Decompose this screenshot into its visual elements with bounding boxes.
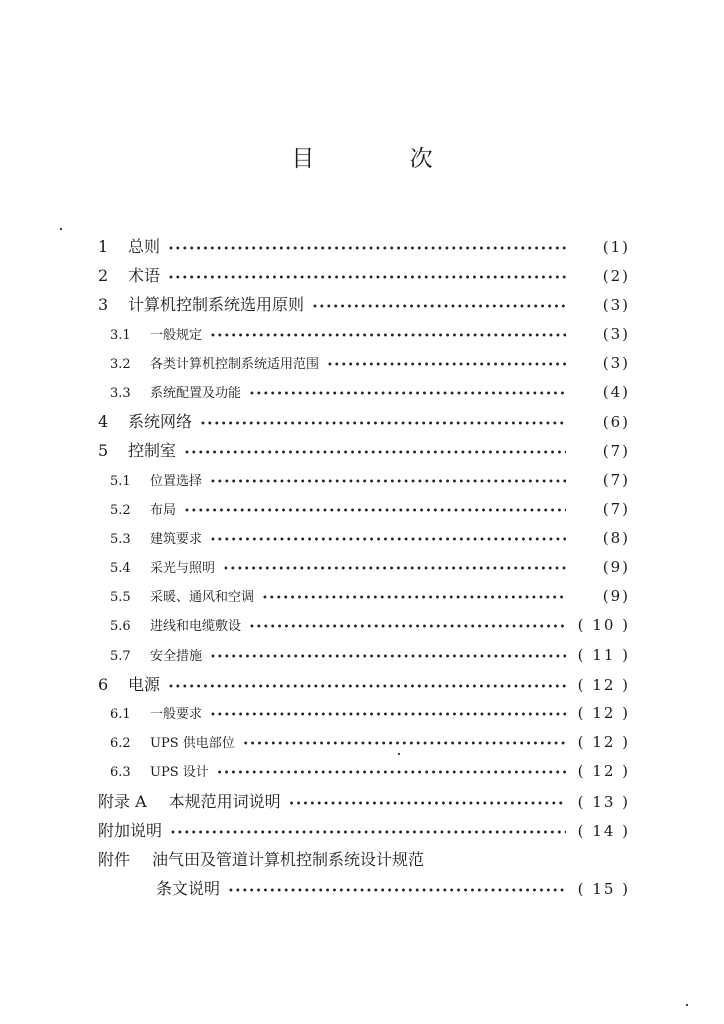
entry-label: 采光与照明 xyxy=(150,561,216,577)
dot-leader xyxy=(168,673,566,702)
entry-page: (2) xyxy=(602,267,630,286)
scan-speck xyxy=(686,1004,688,1006)
dot-leader xyxy=(210,322,566,351)
entry-label: 一般要求 xyxy=(150,707,203,722)
entry-label: 本规范用词说明 xyxy=(168,791,281,811)
toc-entry-5-5[interactable] xyxy=(98,582,630,611)
toc-entry-6-1[interactable] xyxy=(98,699,630,728)
dot-leader xyxy=(210,643,566,672)
entry-number: 4 xyxy=(98,412,109,432)
entry-label: 系统网络 xyxy=(128,412,193,432)
entry-number: 5 xyxy=(98,441,109,461)
entry-page: (8) xyxy=(602,528,630,547)
entry-number: 3.3 xyxy=(110,385,131,401)
entry-label: 条文说明 xyxy=(156,879,221,899)
entry-label: 术语 xyxy=(128,266,161,286)
entry-page: ( 12 ) xyxy=(577,704,630,722)
entry-label: 安全措施 xyxy=(150,648,203,664)
dot-leader xyxy=(228,877,566,906)
toc-entry-5-1[interactable] xyxy=(98,466,630,495)
dot-leader xyxy=(210,701,566,730)
entry-number: 5.6 xyxy=(110,619,131,635)
entry-label: 采暖、通风和空调 xyxy=(150,590,255,606)
toc-entry-appendix-a[interactable] xyxy=(98,787,630,816)
entry-number: 3 xyxy=(98,295,109,315)
dot-leader xyxy=(200,410,566,439)
entry-number: 5.1 xyxy=(110,473,131,489)
entry-label: 布局 xyxy=(150,502,177,518)
entry-label: 系统配置及功能 xyxy=(150,385,242,401)
dot-leader xyxy=(217,759,566,788)
toc-entry-3-1[interactable] xyxy=(98,320,630,349)
toc-entry-4[interactable] xyxy=(98,407,630,436)
toc-entry-additional-notes[interactable] xyxy=(98,816,630,845)
toc-entry-5-2[interactable] xyxy=(98,495,630,524)
toc-entry-6-3[interactable] xyxy=(98,757,630,786)
entry-prefix: 附件 xyxy=(98,849,131,869)
entry-page: (7) xyxy=(602,499,630,518)
page-title: 目 次 xyxy=(291,146,477,172)
toc-entry-2[interactable] xyxy=(98,261,630,290)
entry-number: 6.3 xyxy=(110,765,131,781)
toc-entry-5-7[interactable] xyxy=(98,641,630,670)
entry-page: ( 15 ) xyxy=(577,880,630,899)
entry-number: 3.2 xyxy=(110,356,131,372)
entry-number: 6.2 xyxy=(110,736,131,752)
dot-leader xyxy=(289,790,566,819)
entry-label: 建筑要求 xyxy=(150,531,203,547)
dot-leader xyxy=(327,351,566,380)
entry-page: (6) xyxy=(602,413,630,432)
entry-page: (7) xyxy=(602,470,630,489)
toc-entry-attachment[interactable] xyxy=(98,845,630,874)
dot-leader xyxy=(262,584,566,613)
entry-page: (3) xyxy=(602,353,630,372)
entry-page: ( 13 ) xyxy=(577,792,630,811)
dot-leader xyxy=(223,555,566,584)
dot-leader xyxy=(168,264,566,293)
dot-leader xyxy=(184,439,566,468)
entry-number: 1 xyxy=(98,237,109,256)
toc-entry-attachment-cont[interactable] xyxy=(98,874,630,903)
entry-number: 2 xyxy=(98,266,109,286)
toc-entry-3-3[interactable] xyxy=(98,378,630,407)
entry-label: UPS 供电部位 xyxy=(150,736,235,752)
entry-number: 5.7 xyxy=(110,648,131,664)
toc-entry-6-2[interactable] xyxy=(98,728,630,757)
entry-label: 总则 xyxy=(128,237,161,256)
entry-page: (3) xyxy=(602,296,630,315)
table-of-contents xyxy=(98,232,630,903)
dot-leader xyxy=(249,613,566,642)
toc-entry-3-2[interactable] xyxy=(98,349,630,378)
toc-entry-1[interactable] xyxy=(98,232,630,261)
entry-number: 5.3 xyxy=(110,531,131,547)
dot-leader xyxy=(210,468,566,497)
entry-page: (3) xyxy=(602,324,630,343)
dot-leader xyxy=(249,380,566,409)
entry-page: ( 10 ) xyxy=(577,616,630,635)
entry-label: 进线和电缆敷设 xyxy=(150,619,242,635)
entry-number: 5.2 xyxy=(110,502,131,518)
entry-label: 油气田及管道计算机控制系统设计规范 xyxy=(152,849,425,869)
entry-page: (1) xyxy=(602,238,630,256)
toc-entry-5-4[interactable] xyxy=(98,553,630,582)
entry-number: 5.4 xyxy=(110,561,131,577)
entry-label: 附加说明 xyxy=(98,820,163,840)
dot-leader xyxy=(243,730,566,759)
toc-entry-5[interactable] xyxy=(98,436,630,465)
entry-number: 3.1 xyxy=(110,327,131,343)
dot-leader xyxy=(312,293,566,322)
entry-page: (9) xyxy=(602,558,630,577)
toc-entry-3[interactable] xyxy=(98,290,630,319)
dot-leader xyxy=(184,497,566,526)
dot-leader xyxy=(210,526,566,555)
scan-speck xyxy=(60,228,62,230)
entry-number: 6.1 xyxy=(110,707,131,722)
toc-entry-6[interactable] xyxy=(98,670,630,699)
entry-page: ( 12 ) xyxy=(577,733,630,752)
entry-page: ( 14 ) xyxy=(577,821,630,840)
entry-prefix: 附录 A xyxy=(98,791,147,811)
scan-speck xyxy=(398,753,400,755)
entry-label: 计算机控制系统选用原则 xyxy=(128,295,305,315)
entry-label: 位置选择 xyxy=(150,473,203,489)
toc-entry-5-6[interactable] xyxy=(98,611,630,640)
entry-page: (9) xyxy=(602,587,630,606)
entry-number: 6 xyxy=(98,674,109,694)
dot-leader xyxy=(170,819,566,848)
dot-leader xyxy=(168,235,566,264)
entry-page: (4) xyxy=(602,382,630,401)
entry-label: 电源 xyxy=(128,674,161,694)
entry-page: ( 12 ) xyxy=(577,675,630,694)
entry-label: 控制室 xyxy=(128,441,177,461)
entry-label: 各类计算机控制系统适用范围 xyxy=(150,356,320,372)
entry-label: 一般规定 xyxy=(150,327,203,343)
entry-number: 5.5 xyxy=(110,590,131,606)
toc-entry-5-3[interactable] xyxy=(98,524,630,553)
entry-page: ( 12 ) xyxy=(577,762,630,781)
entry-page: (7) xyxy=(602,442,630,461)
entry-label: UPS 设计 xyxy=(150,765,209,781)
entry-page: ( 11 ) xyxy=(577,645,630,664)
